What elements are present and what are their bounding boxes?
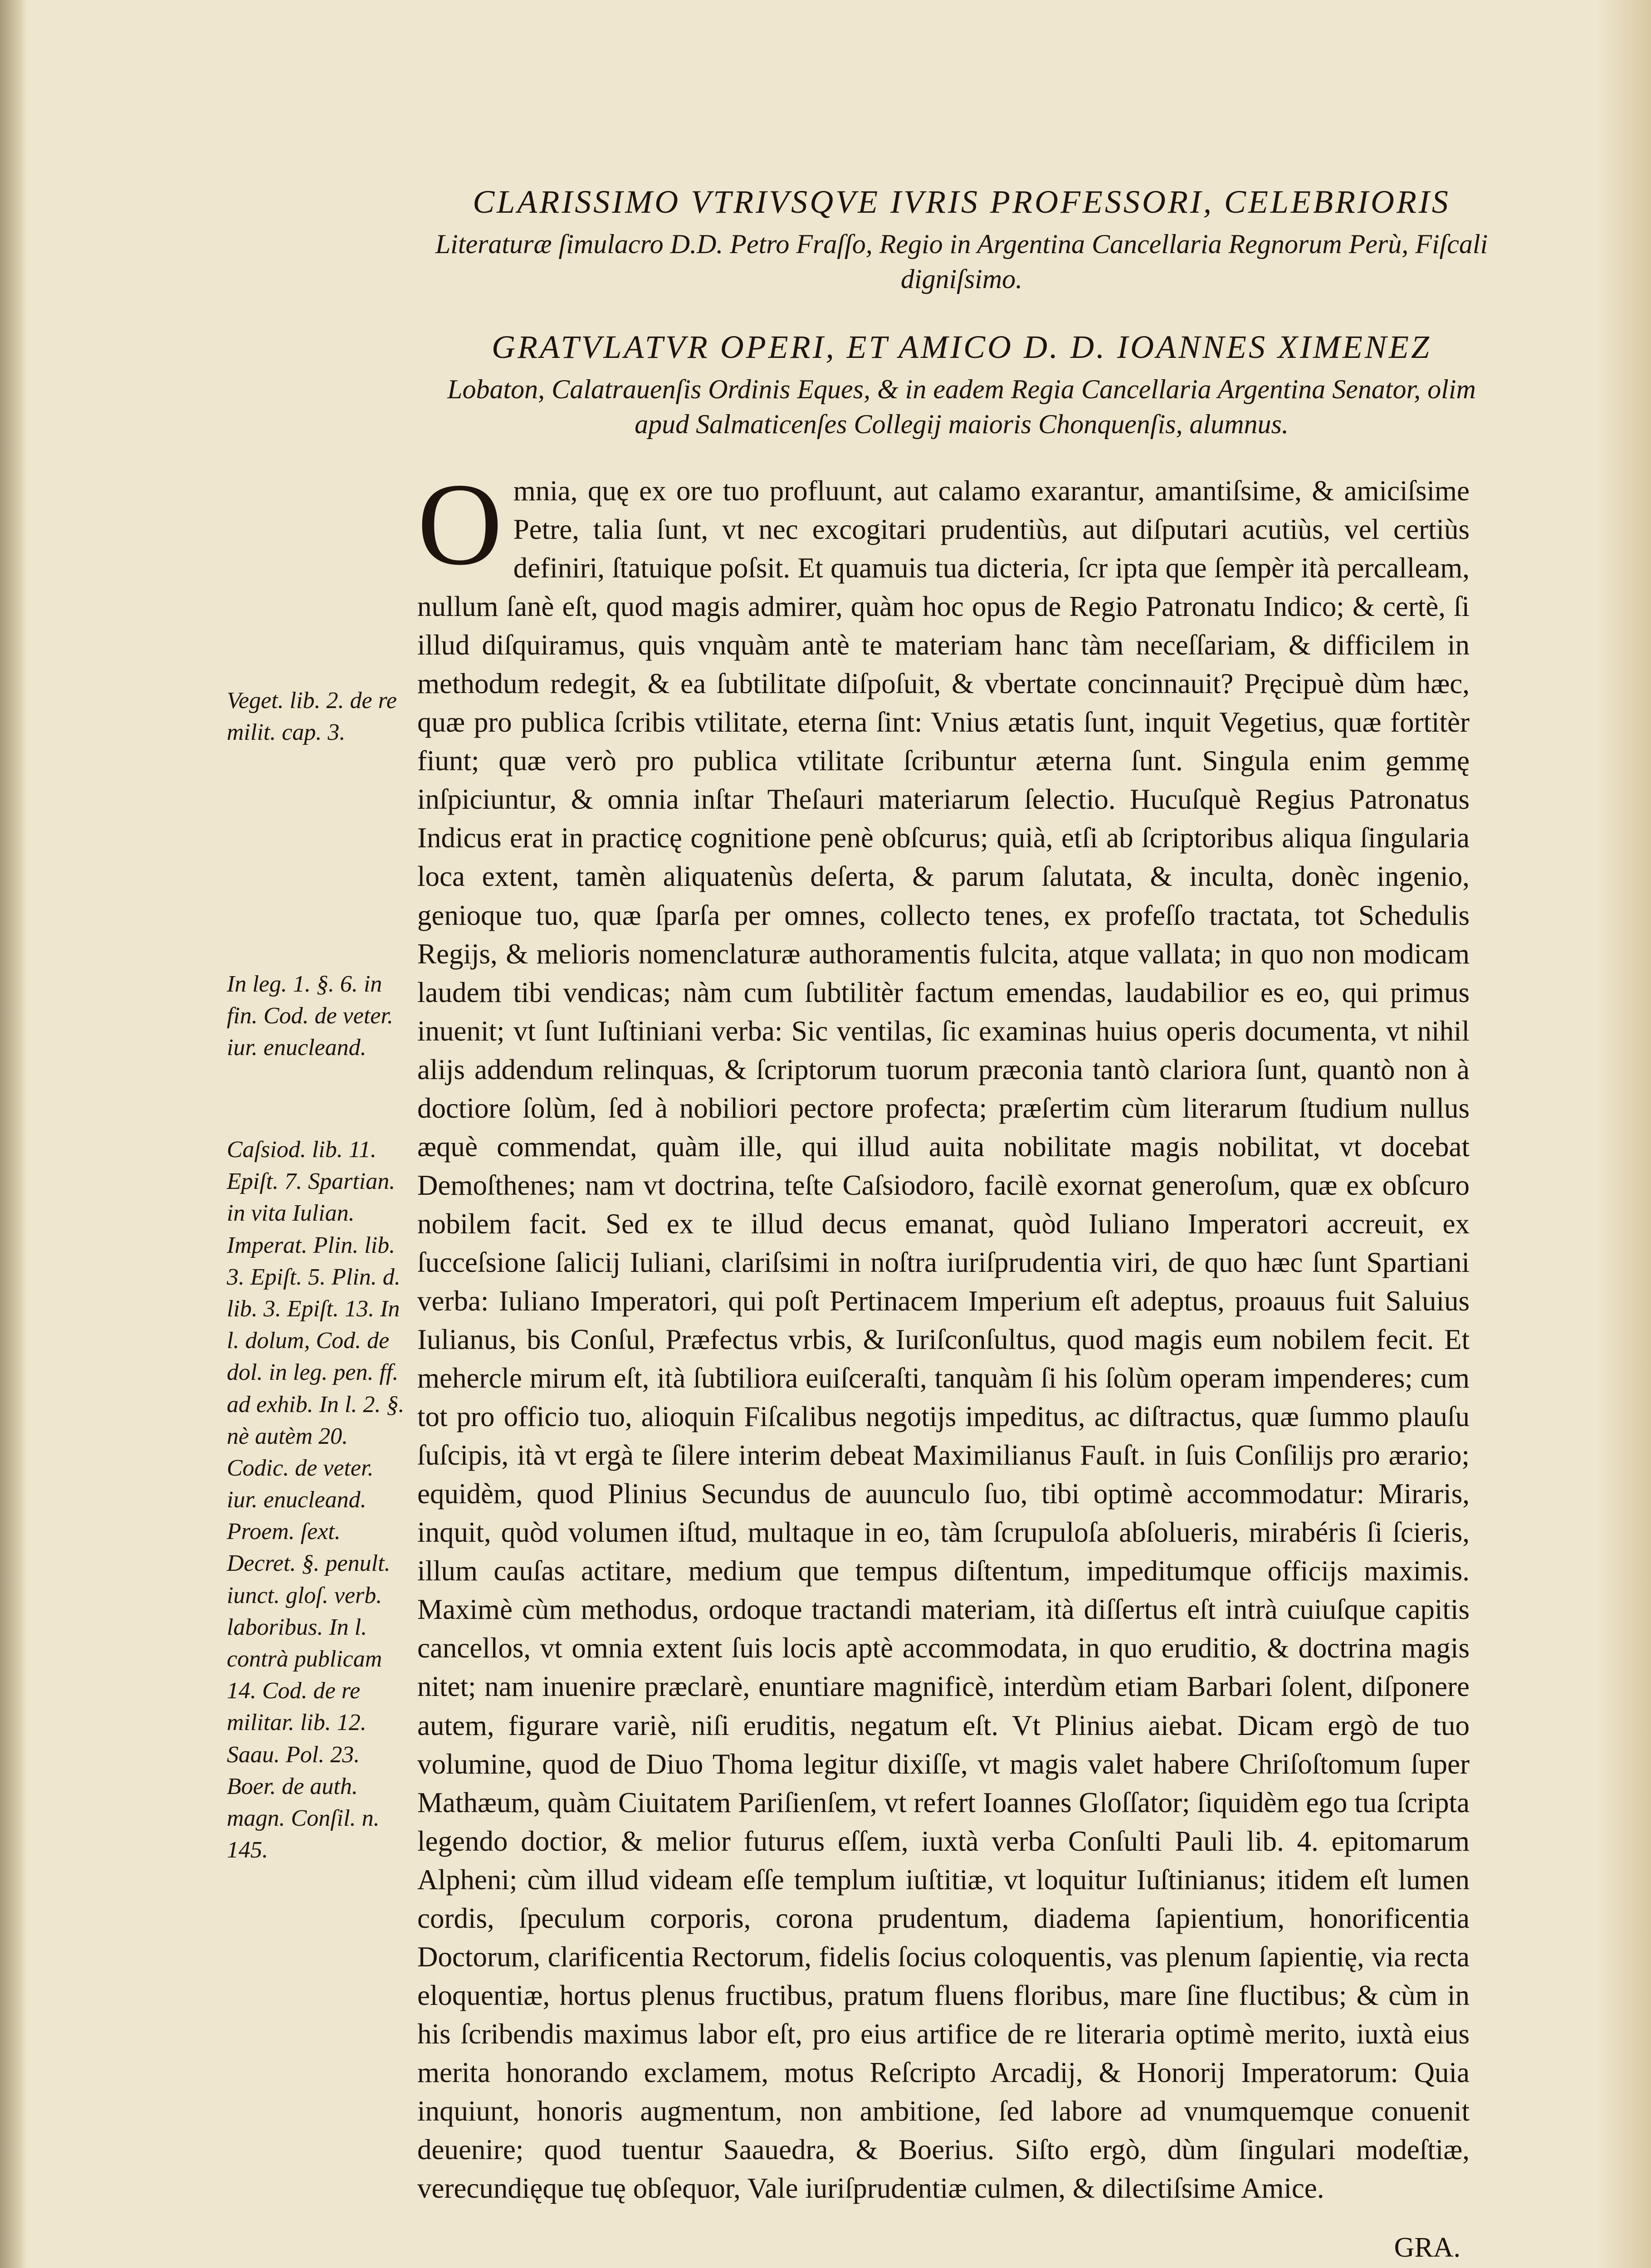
dedication-line-2: Literaturæ ſimulacro D.D. Petro Fraſſo, Regio in Argentina Cancellaria Regnorum Perù, Fiſcali digniſsimo. (435, 229, 1488, 294)
book-page (27, 0, 1597, 2268)
page-edge-shadow (1597, 0, 1651, 2268)
page-binding-edge (0, 0, 27, 2268)
main-paragraph: mnia, quę ex ore tuo profluunt, aut calamo exarantur, amantiſsime, & amiciſsime Petre, talia ſunt, vt nec excogitari prudentiùs, aut diſputari acutiùs, vel certiùs definiri, ſtatuique poſsit. Et quamuis tua dicteria, ſcr ipta que ſempèr ità percalleam, nullum ſanè eſt, quod magis admirer, quàm hoc opus de Regio Patronatu Indico; & certè, ſi illud diſquiramus, quis vnquàm antè te materiam hanc tàm neceſſariam, & difficilem in methodum redegit, & ea ſubtilitate diſpoſuit, & vbertate concinnauit? Pręcipuè dùm hæc, quæ pro publica ſcribis vtilitate, eterna ſint: Vnius ætatis ſunt, inquit Vegetius, quæ fortitèr fiunt; quæ verò pro publica vtilitate ſcribuntur æterna ſunt. Singula enim gemmę inſpiciuntur, & omnia inſtar Theſauri materiarum ſelectio. Hucuſquè Regius Patronatus Indicus erat in practicę cognitione penè obſcurus; quià, etſi ab ſcriptoribus aliqua ſingularia loca extent, tamèn aliquatenùs deſerta, & parum ſalutata, & inculta, donèc ingenio, genioque tuo, quæ ſparſa per omnes, collecto tenes, ex profeſſo tractata, tot Schedulis Regijs, & melioris nomenclaturæ authoramentis fulcita, atque vallata; in quo non modicam laudem tibi vendicas; nàm cum ſubtilitèr factum emendas, laudabilior es eo, qui primus inuenit; vt ſunt Iuſtiniani verba: Sic ventilas, ſic examinas huius operis documenta, vt nihil alijs addendum relinquas, & ſcriptorum tuorum præconia tantò clariora ſunt, quantò non à doctiore ſolùm, ſed à nobiliori pectore profecta; præſertim cùm literarum ſtudium nullus æquè commendat, quàm ille, qui illud auita nobilitate magis nobilitat, vt docebat Demoſthenes; nam vt doctrina, teſte Caſsiodoro, facilè exornat generoſum, quæ ex obſcuro nobilem facit. Sed ex te illud decus emanat, quòd Iuliano Imperatori accreuit, ex ſucceſsione ſalicij Iuliani, clariſsimi in noſtra iuriſprudentia viri, de quo hæc ſunt Spartiani verba: Iuliano Imperatori, qui poſt Pertinacem Imperium eſt adeptus, proauus fuit Saluius Iulianus, bis Conſul, Præfectus vrbis, & Iuriſconſultus, quod magis eum nobilem fecit. Et mehercle mirum eſt, ità ſubtiliora euiſceraſti, tanquàm ſi his ſolùm operam impenderes; cum tot pro officio tuo, alioquin Fiſcalibus negotijs impeditus, ac diſtractus, quæ ſummo plauſu ſuſcipis, ità vt ergà te ſilere interim debeat Maximilianus Fauſt. in ſuis Conſilijs pro ærario; equidèm, quod Plinius Secundus de auunculo ſuo, tibi optimè accommodatur: Miraris, inquit, quòd volumen iſtud, multaque in eo, tàm ſcrupuloſa abſolueris, mirabéris ſi ſcieris, illum cauſas actitare, medium que tempus diſtentum, impeditumque officijs maximis. Maximè cùm methodus, ordoque tractandi materiam, ità diſſertus eſt intrà cuiuſque capitis cancellos, vt omnia extent ſuis locis aptè accommodata, in quo eruditio, & doctrina magis nitet; nam inuenire præclarè, enuntiare magnificè, interdùm etiam Barbari ſolent, diſponere autem, figurare variè, niſi eruditis, negatum eſt. Vt Plinius aiebat. Dicam ergò de tuo volumine, quod de Diuo Thoma legitur dixiſſe, vt magis valet habere Chriſoſtomum ſuper Mathæum, quàm Ciuitatem Pariſienſem, vt refert Ioannes Gloſſator; ſiquidèm ego tua ſcripta legendo doctior, & melior futurus eſſem, iuxtà verba Conſulti Pauli lib. 4. epitomarum Alpheni; cùm illud videam eſſe templum iuſtitiæ, vt loquitur Iuſtinianus; itidem eſt lumen cordis, ſpeculum corporis, corona prudentum, diadema ſapientium, honorificentia Doctorum, clarificentia Rectorum, fidelis ſocius coloquentis, vas plenum ſapientię, via recta eloquentiæ, hortus plenus fructibus, pratum fluens floribus, mare ſine fluctibus; & cùm in his ſcribendis maximus labor eſt, pro eius artifice de re literaria optimè merito, iuxtà eius merita honorando exclamem, motus Reſcripto Arcadij, & Honorij Imperatorum: Quia inquiunt, honoris augmentum, non ambitione, ſed labore ad vnumquemque conuenit deuenire; quod tuentur Saauedra, & Boerius. Siſto ergò, dùm ſingulari modeſtiæ, verecundięque tuę obſequor, Vale iuriſprudentiæ culmen, & dilectiſsime Amice. (417, 475, 1470, 2204)
gratulation-line-2: Lobaton, Calatrauenſis Ordinis Eques, & in eadem Regia Cancellaria Argentina Senator, olim apud Salmaticenſes Collegij maioris Chonquenſis, alumnus. (447, 374, 1476, 439)
gratulation-heading (417, 327, 1506, 442)
main-text (417, 459, 1470, 2208)
catchword: GRA. (1394, 2232, 1460, 2263)
margin-note-code: In leg. 1. §. 6. in fin. Cod. de veter. iur. enucleand. (227, 971, 393, 1061)
dedication-heading (417, 181, 1506, 297)
drop-cap: O (417, 459, 503, 590)
gratulation-line-1: GRATVLATVR OPERI, ET AMICO D. D. IOANNES XIMENEZ (492, 329, 1431, 365)
dedication-line-1: CLARISSIMO VTRIVSQVE IVRIS PROFESSORI, CELEBRIORIS (473, 184, 1451, 220)
margin-note-vegetius: Veget. lib. 2. de re milit. cap. 3. (227, 688, 397, 746)
margin-note-citations: Caſsiod. lib. 11. Epiſt. 7. Spartian. in vita Iulian. Imperat. Plin. lib. 3. Epiſt. 5. Plin. d. lib. 3. Epiſt. 13. In l. dolum, Cod. de dol. in leg. pen. ff. ad exhib. In l. 2. §. nè autèm 20. Codic. de veter. iur. enucleand. Proem. ſext. Decret. §. penult. iunct. gloſ. verb. laboribus. In l. contrà publicam 14. Cod. de re militar. lib. 12. Saau. Pol. 23. Boer. de auth. magn. Conſil. n. 145. (227, 1137, 405, 1863)
